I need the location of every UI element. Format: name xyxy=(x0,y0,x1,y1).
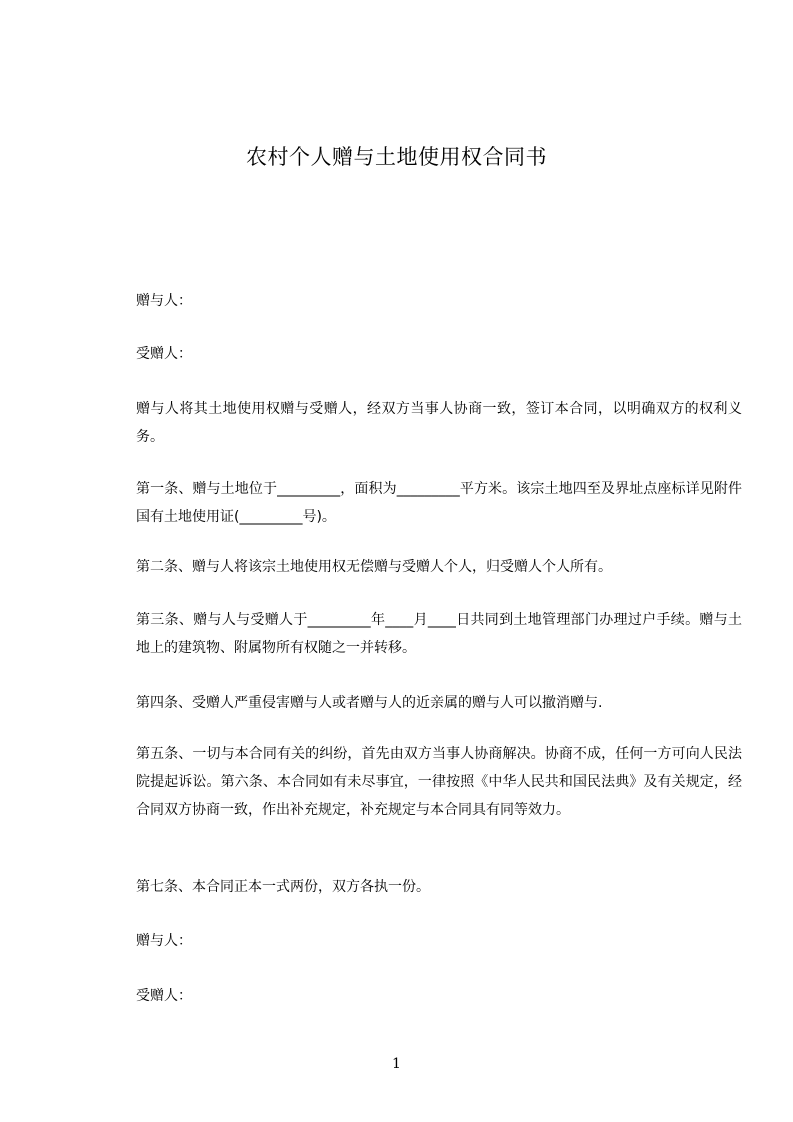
donee-label-top: 受赠人： xyxy=(136,346,192,362)
article-4: 第四条、受赠人严重侵害赠与人或者赠与人的近亲属的赠与人可以撤消赠与. xyxy=(136,695,603,711)
article-2: 第二条、赠与人将该宗土地使用权无偿赠与受赠人个人，归受赠人个人所有。 xyxy=(136,559,612,575)
donee-label-bottom: 受赠人： xyxy=(136,988,192,1004)
article-1: 第一条、赠与土地位于_________，面积为_________平方米。该宗土地四至及界址点座标详见附件国有土地使用证(_________号)。 xyxy=(136,481,742,525)
article-3: 第三条、赠与人与受赠人于_________年____月____日共同到土地管理部门办理过户手续。赠与土地上的建筑物、附属物所有权随之一并转移。 xyxy=(136,612,742,656)
donor-label-top: 赠与人： xyxy=(136,293,192,309)
document-title: 农村个人赠与土地使用权合同书 xyxy=(246,145,547,169)
article-5-6: 第五条、一切与本合同有关的纠纷，首先由双方当事人协商解决。协商不成，任何一方可向人民法院提起诉讼。第六条、本合同如有未尽事宜，一律按照《中华人民共和国民法典》及有关规定，经合同双方协商一致，作出补充规定，补充规定与本合同具有同等效力。 xyxy=(136,746,742,818)
page-number: 1 xyxy=(392,1056,401,1072)
intro-paragraph: 赠与人将其土地使用权赠与受赠人，经双方当事人协商一致，签订本合同，以明确双方的权利义务。 xyxy=(136,401,742,445)
article-7: 第七条、本合同正本一式两份，双方各执一份。 xyxy=(136,879,430,895)
donor-label-bottom: 赠与人： xyxy=(136,933,192,949)
